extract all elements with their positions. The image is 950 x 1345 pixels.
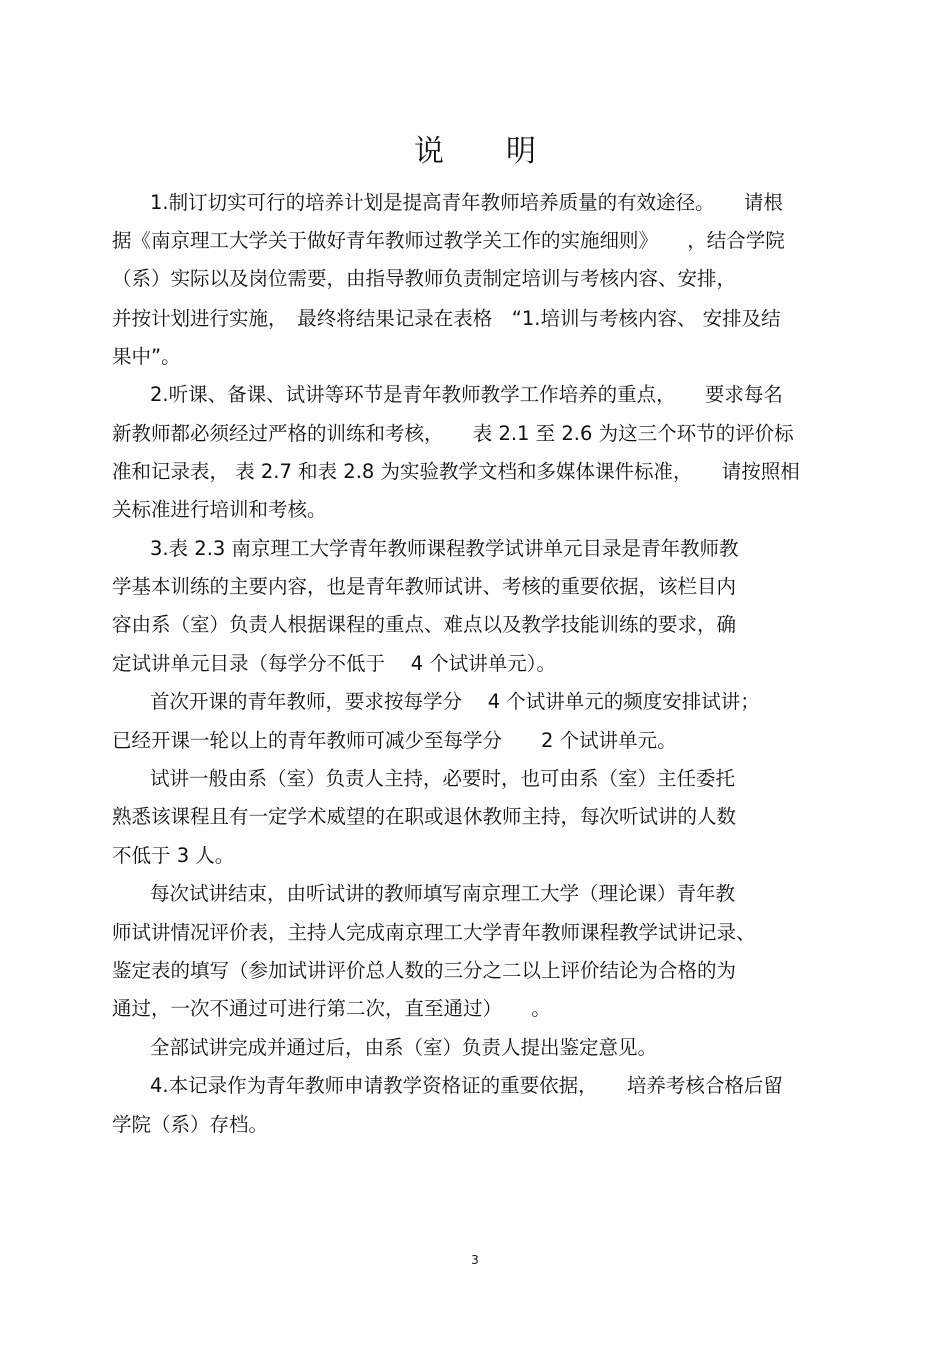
paragraph-6-line-3: 鉴定表的填写（参加试讲评价总人数的三分之二以上评价结论为合格的为 [112, 959, 737, 982]
paragraph-1-line-1: 1.制订切实可行的培养计划是提高青年教师培养质量的有效途径。 请根 [150, 191, 783, 214]
paragraph-4-line-1: 首次开课的青年教师，要求按每学分 4 个试讲单元的频度安排试讲； [150, 690, 760, 713]
paragraph-3-line-2: 学基本训练的主要内容，也是青年教师试讲、考核的重要依据，该栏目内 [112, 575, 737, 598]
page-title-char-2: 明 [506, 134, 536, 169]
paragraph-1-line-5: 果中”。 [112, 345, 181, 368]
paragraph-5-line-3: 不低于 3 人。 [112, 844, 235, 867]
page-title [0, 126, 950, 170]
paragraph-2-line-2: 新教师都必须经过严格的训练和考核， 表 2.1 至 2.6 为这三个环节的评价标 [112, 422, 794, 445]
paragraph-8-line-2: 学院（系）存档。 [112, 1113, 269, 1136]
paragraph-4-line-2: 已经开课一轮以上的青年教师可减少至每学分 2 个试讲单元。 [112, 729, 677, 752]
paragraph-7-line-1: 全部试讲完成并通过后，由系（室）负责人提出鉴定意见。 [150, 1036, 658, 1059]
paragraph-1-line-4: 并按计划进行实施， 最终将结果记录在表格 “1.培训与考核内容、 安排及结 [112, 307, 781, 330]
paragraph-2-line-1: 2.听课、备课、试讲等环节是青年教师教学工作培养的重点， 要求每名 [150, 383, 783, 406]
paragraph-3-line-3: 容由系（室）负责人根据课程的重点、难点以及教学技能训练的要求，确 [112, 613, 737, 636]
paragraph-5-line-2: 熟悉该课程且有一定学术威望的在职或退休教师主持，每次听试讲的人数 [112, 805, 737, 828]
paragraph-6-line-1: 每次试讲结束，由听试讲的教师填写南京理工大学（理论课）青年教 [150, 882, 736, 905]
paragraph-8-line-1: 4.本记录作为青年教师申请教学资格证的重要依据， 培养考核合格后留 [150, 1074, 783, 1097]
paragraph-1-line-3: （系）实际以及岗位需要，由指导教师负责制定培训与考核内容、安排， [112, 267, 737, 290]
paragraph-5-line-1: 试讲一般由系（室）负责人主持，必要时，也可由系（室）主任委托 [150, 767, 736, 790]
paragraph-3-line-4: 定试讲单元目录（每学分不低于 4 个试讲单元）。 [112, 652, 557, 675]
page-title-char-1: 说 [414, 134, 444, 169]
page-number: 3 [471, 1253, 479, 1267]
paragraph-6-line-4: 通过，一次不通过可进行第二次，直至通过） 。 [112, 997, 551, 1020]
paragraph-3-line-1: 3.表 2.3 南京理工大学青年教师课程教学试讲单元目录是青年教师教 [150, 537, 739, 560]
paragraph-2-line-3: 准和记录表， 表 2.7 和表 2.8 为实验教学文档和多媒体课件标准， 请按照相 [112, 460, 800, 483]
paragraph-1-line-2: 据《南京理工大学关于做好青年教师过教学关工作的实施细则》 ，结合学院 [112, 229, 785, 252]
paragraph-2-line-4: 关标准进行培训和考核。 [112, 498, 327, 521]
paragraph-6-line-2: 师试讲情况评价表，主持人完成南京理工大学青年教师课程教学试讲记录、 [112, 921, 756, 944]
